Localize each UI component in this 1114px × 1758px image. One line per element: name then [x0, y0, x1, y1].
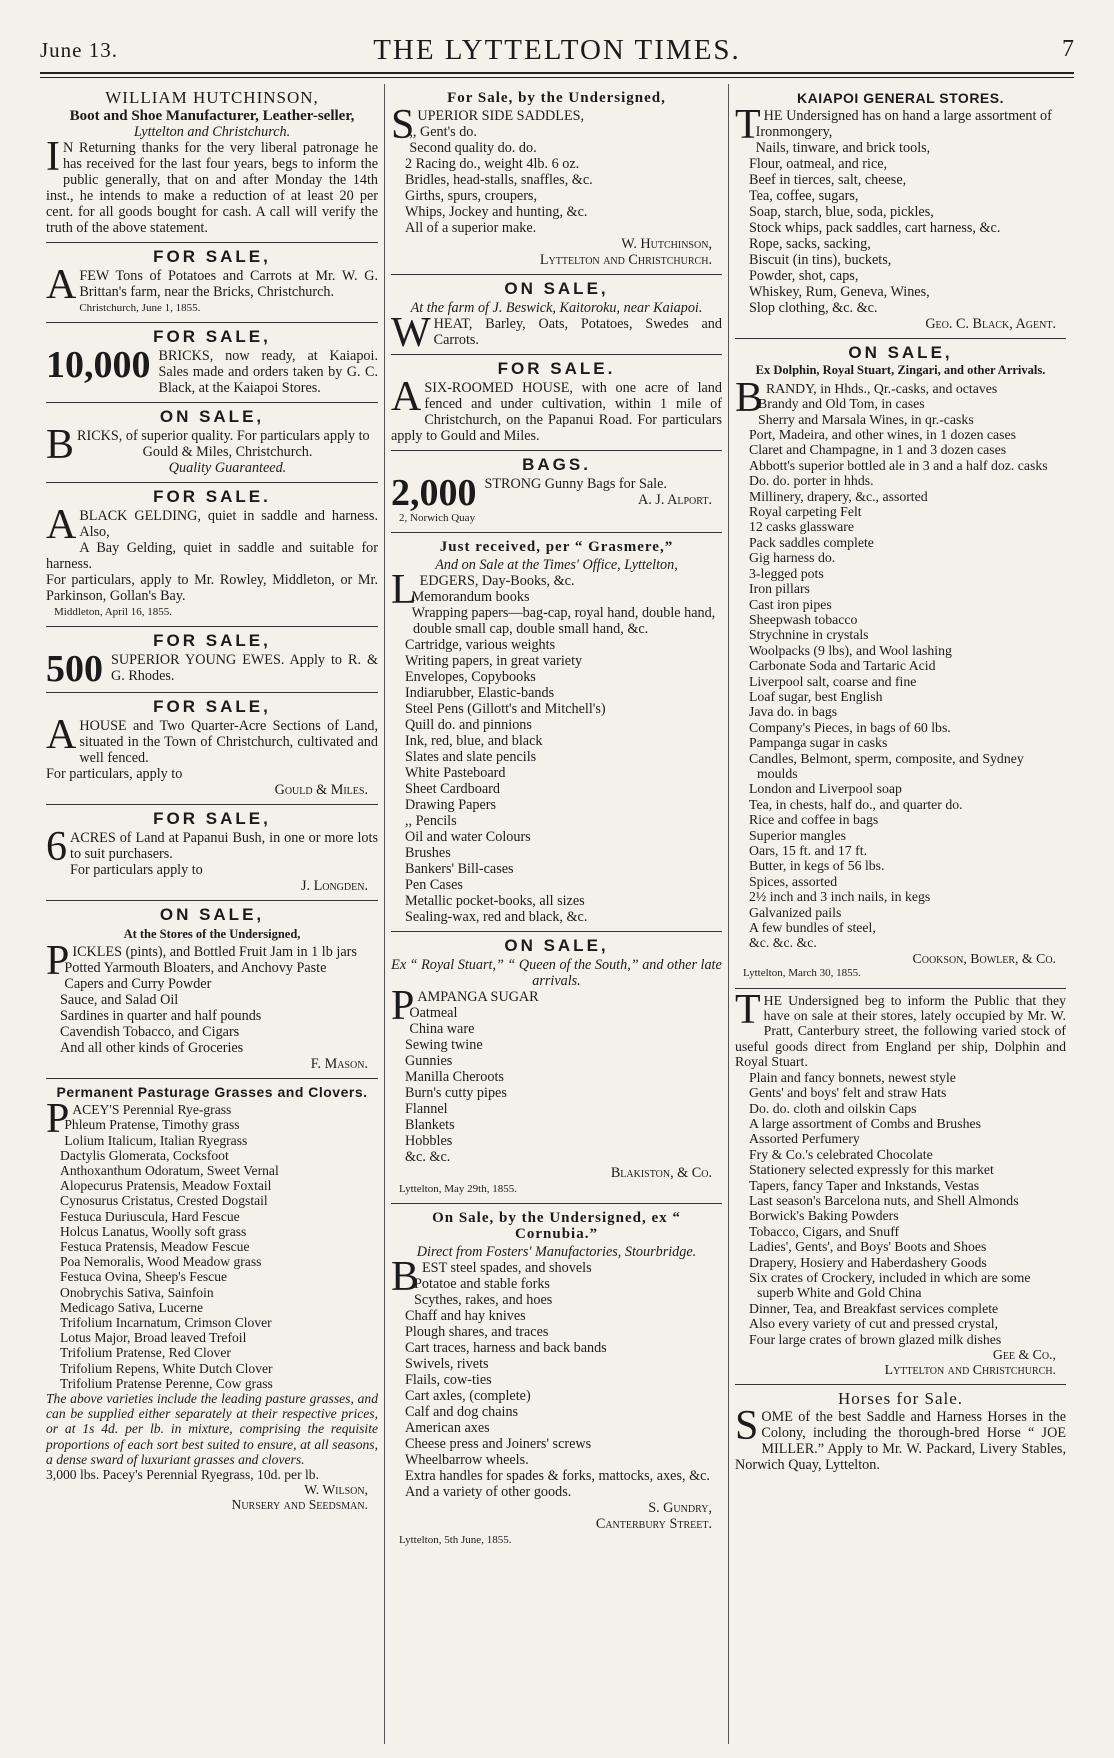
ad-body: PAMPANGA SUGAR [391, 983, 539, 1029]
list-item: Sauce, and Salad Oil [60, 992, 179, 1008]
ad-signature: J. Longden. [300, 878, 368, 894]
list-item: &c. &c. [405, 1149, 451, 1165]
list-item: Cartridge, various weights [405, 637, 556, 653]
list-item: Anthoxanthum Odoratum, Sweet Vernal [60, 1163, 279, 1179]
ad-subheader: At the farm of J. Beswick, Kaitoroku, near Kaiapoi. [410, 300, 703, 316]
list-item: Woolpacks (9 lbs), and Wool lashing [749, 642, 952, 658]
list-item: Beef in tierces, salt, cheese, [749, 172, 907, 188]
ad-note: Quality Guaranteed. [168, 460, 287, 476]
list-item: Tea, in chests, half do., and quarter do. [749, 796, 963, 812]
list-item: Plain and fancy bonnets, newest style [749, 1069, 956, 1085]
ad-header: ON SALE, [504, 279, 609, 298]
list-item: Metallic pocket-books, all sizes [405, 893, 585, 909]
ad-note: The above varieties include the leading pasture grasses, and can be supplied either separately at their respective prices, or at 1s 4d. per lb. in mixture, comprising the requisite proportions of each sort best suited to ensure, at all seasons, a dense sward of luxuriant grasses and clovers. [46, 1391, 378, 1467]
list-item: Abbott's superior bottled ale in 3 and a half doz. casks [749, 457, 1048, 473]
item-list [46, 960, 378, 1056]
list-item: Company's Pieces, in bags of 60 lbs. [749, 719, 951, 735]
ad-body: BRANDY, in Hhds., Qr.-casks, and octaves [735, 374, 998, 421]
ad-header: FOR SALE, [153, 631, 271, 650]
list-item: Brandy and Old Tom, in cases [758, 396, 925, 412]
list-item: Wrapping papers—bag-cap, royal hand, double hand, double small cap, double small hand, &c. [411, 605, 716, 637]
list-item: Extra handles for spades & forks, mattocks, axes, &c. [405, 1468, 710, 1484]
list-item: Gig harness do. [749, 550, 836, 566]
list-item: Alopecurus Pratensis, Meadow Foxtail [60, 1178, 272, 1194]
list-item: Port, Madeira, and other wines, in 1 dozen cases [749, 427, 1017, 443]
ad-body: ASIX-ROOMED HOUSE, with one acre of land fenced and under cultivation, within 1 mile of Christchurch, on the Papanui Road. For particulars apply to Gould and Miles. [391, 374, 722, 444]
list-item: Six crates of Crockery, included in which are some superb White and Gold China [749, 1269, 1031, 1301]
ad-signature-2: Lyttelton and Christchurch. [884, 1362, 1056, 1378]
list-item: Drawing Papers [405, 797, 497, 813]
ad-header: FOR SALE. [153, 487, 271, 506]
list-item: And a variety of other goods. [405, 1484, 572, 1500]
ad-signature: A. J. Alport. [637, 492, 712, 508]
list-item: American axes [405, 1420, 490, 1436]
ad-acres [46, 805, 378, 901]
list-item: Stationery selected expressly for this market [749, 1162, 994, 1178]
ad-bricks [46, 323, 378, 403]
list-item: Calf and dog chains [405, 1404, 519, 1420]
list-item: White Pasteboard [405, 765, 506, 781]
ad-body: PICKLES (pints), and Bottled Fruit Jam in 1 lb jars [46, 938, 357, 984]
list-item: Plough shares, and traces [405, 1324, 549, 1340]
list-item: Millinery, drapery, &c., assorted [749, 488, 928, 504]
list-item: 2 Racing do., weight 4lb. 6 oz. [405, 156, 580, 172]
list-item: Flails, cow-ties [405, 1372, 492, 1388]
ad-body: AHOUSE and Two Quarter-Acre Sections of Land, situated in the Town of Christchurch, cultivated and well fenced. [46, 712, 378, 766]
list-item: Butter, in kegs of 56 lbs. [749, 858, 885, 874]
list-item: Cart axles, (complete) [405, 1388, 531, 1404]
list-item: Girths, spurs, croupers, [405, 188, 538, 204]
ad-gee-and-co [735, 986, 1066, 1385]
ad-body: BEST steel spades, and shovels [391, 1254, 592, 1300]
ad-place: Lyttelton, 5th June, 1855. [399, 1534, 512, 1546]
page-number: 7 [1062, 36, 1074, 62]
list-item: Chaff and hay knives [405, 1308, 526, 1324]
columns [40, 84, 1074, 1744]
ad-header: BAGS. [522, 455, 591, 474]
ad-body: STRONG Gunny Bags for Sale. [484, 476, 667, 492]
list-item: &c. &c. &c. [749, 935, 817, 951]
ad-body: THE Undersigned beg to inform the Public that they have on sale at their stores, lately occupied by Mr. W. Pratt, Canterbury street, the following varied stock of useful goods direct from England per ship, Dolphin and Royal Stuart. [735, 986, 1066, 1070]
list-item: Pampanga sugar in casks [749, 735, 888, 751]
ad-hutchinson [46, 84, 378, 243]
ad-signature: Cookson, Bowler, & Co. [912, 950, 1056, 966]
list-item: Liverpool salt, coarse and fine [749, 673, 917, 689]
list-item: Dinner, Tea, and Breakfast services complete [749, 1300, 999, 1316]
list-item: All of a superior make. [405, 220, 537, 236]
list-item: 12 casks glassware [749, 519, 854, 535]
list-item: Scythes, rakes, and hoes [414, 1292, 553, 1308]
list-item: London and Liverpool soap [749, 781, 902, 797]
ad-signature: S. Gundry, [648, 1500, 712, 1516]
list-item: Burn's cutty pipes [405, 1085, 507, 1101]
list-item: Memorandum books [411, 589, 530, 605]
list-item: Do. do. porter in hhds. [749, 473, 874, 489]
list-item: Strychnine in crystals [749, 627, 869, 643]
ad-gelding [46, 483, 378, 627]
list-item: Festuca Duriuscula, Hard Fescue [60, 1208, 240, 1224]
list-item: Last season's Barcelona nuts, and Shell Almonds [749, 1192, 1019, 1208]
list-item: Trifolium Pratense, Red Clover [60, 1345, 231, 1361]
list-item: Oil and water Colours [405, 829, 531, 845]
list-item: Powder, shot, caps, [749, 268, 859, 284]
ad-cornubia [391, 1204, 722, 1554]
list-item: Galvanized pails [749, 904, 842, 920]
ad-six-roomed-house [391, 355, 722, 451]
ad-place: Middleton, April 16, 1855. [54, 606, 172, 618]
ad-signature: Gould & Miles. [274, 782, 368, 798]
list-item: Lolium Italicum, Italian Ryegrass [64, 1132, 248, 1148]
column-3 [728, 84, 1072, 1744]
column-1 [40, 84, 384, 1744]
list-item: Iron pillars [749, 581, 810, 597]
ad-big-number: 10,000 [46, 344, 151, 386]
ad-header: FOR SALE, [153, 809, 271, 828]
masthead-rule [40, 74, 1074, 78]
list-item: ,, Gent's do. [409, 124, 477, 140]
list-item: Also every variety of cut and pressed crystal, [749, 1316, 999, 1332]
list-item: Pack saddles complete [749, 534, 874, 550]
ad-ewes [46, 627, 378, 693]
list-item: Cynosurus Cristatus, Crested Dogstail [60, 1193, 268, 1209]
ad-body: IN Returning thanks for the very liberal patronage he has received for the last four years, begs to inform the public generally, that on and after Monday the 14th inst., he intends to make a reduction of at least 20 per cent. for all goods bought for cash. A call will verify the truth of the above statement. [46, 134, 378, 236]
list-item: Manilla Cheroots [405, 1069, 504, 1085]
list-item: Trifolium Repens, White Dutch Clover [60, 1360, 273, 1376]
ad-body: BRICKS, now ready, at Kaiapoi. Sales made and orders taken by G. C. Black, at the Kaiapoi Stores. [158, 348, 378, 396]
list-item: Gunnies [405, 1053, 453, 1069]
item-list [735, 1070, 1066, 1347]
list-item: And all other kinds of Groceries [60, 1040, 244, 1056]
list-item: Holcus Lanatus, Woolly soft grass [60, 1223, 247, 1239]
list-item: Oatmeal [409, 1005, 458, 1021]
ad-body: ABLACK GELDING, quiet in saddle and harness. Also, [46, 502, 378, 548]
list-item: Potted Yarmouth Bloaters, and Anchovy Paste [64, 960, 327, 976]
ad-signature: Gould & Miles, Christchurch. [142, 444, 313, 460]
ad-bags [391, 451, 722, 533]
list-item: Tobacco, Cigars, and Snuff [749, 1223, 900, 1239]
item-list [735, 124, 1066, 316]
item-list [735, 396, 1066, 951]
ad-header: FOR SALE, [153, 697, 271, 716]
ad-place: Lyttelton, March 30, 1855. [743, 967, 861, 980]
ad-header: WILLIAM HUTCHINSON, [105, 88, 319, 107]
list-item: Sherry and Marsala Wines, in qr.-casks [758, 411, 974, 427]
list-item: Assorted Perfumery [749, 1131, 860, 1147]
ad-horses [735, 1385, 1066, 1479]
list-item: 3-legged pots [749, 565, 824, 581]
list-item: Potatoe and stable forks [414, 1276, 550, 1292]
ad-place: Lyttelton, May 29th, 1855. [399, 1183, 517, 1195]
ad-signature-2: Nursery and Seedsman. [231, 1497, 368, 1513]
ad-header: KAIAPOI GENERAL STORES. [796, 90, 1004, 106]
ad-subheader: Direct from Fosters' Manufactories, Stourbridge. [416, 1244, 697, 1260]
ad-body: SUPERIOR SIDE SADDLES, [391, 102, 585, 148]
ad-body-2: For particulars apply to [70, 862, 203, 878]
ad-body-3: For particulars, apply to Mr. Rowley, Middleton, or Mr. Parkinson, Gollan's Bay. [46, 572, 378, 604]
ad-body: LEDGERS, Day-Books, &c. [391, 567, 575, 613]
ad-potatoes [46, 243, 378, 323]
list-item: Festuca Ovina, Sheep's Fescue [60, 1269, 228, 1285]
list-item: Tea, coffee, sugars, [749, 188, 859, 204]
list-item: Swivels, rivets [405, 1356, 489, 1372]
ad-subheader: At the Stores of the Undersigned, [123, 927, 301, 941]
ad-header: FOR SALE, [153, 327, 271, 346]
list-item: Pen Cases [405, 877, 463, 893]
list-item: Loaf sugar, best English [749, 688, 883, 704]
ad-kaiapoi-stores [735, 84, 1066, 339]
list-item: Envelopes, Copybooks [405, 669, 536, 685]
ad-place: Lyttelton and Christchurch. [133, 124, 291, 140]
list-item: Hobbles [405, 1133, 453, 1149]
list-item: Spices, assorted [749, 873, 838, 889]
list-item: Capers and Curry Powder [64, 976, 212, 992]
ad-subheader: And on Sale at the Times' Office, Lyttelton, [435, 557, 678, 573]
list-item: Flannel [405, 1101, 448, 1117]
list-item: Java do. in bags [749, 704, 838, 720]
ad-body: SOME of the best Saddle and Harness Horses in the Colony, including the thorough-bred Horse “ JOE MILLER.” Apply to Mr. W. Packard, Livery Stables, Norwich Quay, Lyttelton. [735, 1402, 1066, 1473]
ad-header: ON SALE, [848, 343, 953, 362]
list-item: A few bundles of steel, [749, 920, 876, 936]
ad-signature-2: Canterbury Street. [595, 1516, 712, 1532]
ad-signature: Blakiston, & Co. [610, 1165, 712, 1181]
ad-big-number: 2,000 [391, 472, 477, 514]
list-item: Whiskey, Rum, Geneva, Wines, [749, 284, 930, 300]
list-item: Cheese press and Joiners' screws [405, 1436, 592, 1452]
list-item: Indiarubber, Elastic-bands [405, 685, 555, 701]
list-item: Poa Nemoralis, Wood Meadow grass [60, 1254, 262, 1270]
list-item: Royal carpeting Felt [749, 504, 862, 520]
list-item: Nails, tinware, and brick tools, [755, 140, 931, 156]
list-item: Festuca Pratensis, Meadow Fescue [60, 1239, 250, 1255]
ad-body: AFEW Tons of Potatoes and Carrots at Mr. W. G. Brittan's farm, near the Bricks, Christchurch. [46, 262, 378, 308]
list-item: 2½ inch and 3 inch nails, in kegs [749, 889, 931, 905]
list-item: Do. do. cloth and oilskin Caps [749, 1100, 917, 1116]
list-item: ,, Pencils [405, 813, 457, 829]
ad-signature: W. Wilson, [304, 1482, 368, 1498]
list-item: Sewing twine [405, 1037, 483, 1053]
list-item: Blankets [405, 1117, 455, 1133]
item-list [391, 1276, 722, 1500]
ad-place: 2, Norwich Quay [399, 512, 476, 524]
list-item: Whips, Jockey and hunting, &c. [405, 204, 588, 220]
list-item: Carbonate Soda and Tartaric Acid [749, 658, 936, 674]
newspaper-title: THE LYTTELTON TIMES. [373, 34, 741, 66]
ad-body: THE Undersigned has on hand a large assortment of [735, 102, 1052, 148]
ad-grasmere [391, 533, 722, 932]
ad-big-number: 500 [46, 648, 103, 690]
list-item: Sheet Cardboard [405, 781, 500, 797]
list-item: Cast iron pipes [749, 596, 832, 612]
ad-header: Permanent Pasturage Grasses and Clovers. [56, 1084, 368, 1100]
ad-header: ON SALE, [159, 905, 265, 924]
list-item: Ink, red, blue, and black [405, 733, 543, 749]
ad-body: 6ACRES of Land at Papanui Bush, in one or more lots to suit purchasers. [46, 824, 378, 870]
list-item: Claret and Champagne, in 1 and 3 dozen cases [749, 442, 1007, 458]
list-item: Slop clothing, &c. &c. [749, 300, 878, 316]
list-item: Oars, 15 ft. and 17 ft. [749, 843, 868, 858]
ad-note-2: 3,000 lbs. Pacey's Perennial Ryegrass, 10d. per lb. [46, 1467, 319, 1483]
ad-body: PACEY'S Perennial Rye-grass [46, 1096, 232, 1143]
ad-header: FOR SALE, [153, 247, 271, 266]
list-item: Rice and coffee in bags [749, 812, 879, 828]
masthead [40, 34, 1074, 74]
list-item: Steel Pens (Gillott's and Mitchell's) [405, 701, 606, 717]
ad-grasses [46, 1079, 378, 1519]
issue-date: June 13. [40, 38, 118, 62]
list-item: Drapery, Hosiery and Haberdashery Goods [749, 1254, 987, 1270]
ad-signature: Gee & Co., [992, 1347, 1056, 1362]
list-item: Flour, oatmeal, and rice, [749, 156, 888, 172]
list-item: Trifolium Incarnatum, Crimson Clover [60, 1315, 272, 1331]
ad-body: BRICKS, of superior quality. For particulars apply to [46, 422, 370, 468]
list-item: Fry & Co.'s celebrated Chocolate [749, 1146, 933, 1162]
ad-bricks-gould [46, 403, 378, 483]
item-list [391, 124, 722, 236]
list-item: Biscuit (in tins), buckets, [749, 252, 892, 268]
ad-header: Just received, per “ Grasmere,” [439, 539, 674, 555]
ad-place: Christchurch, June 1, 1855. [79, 302, 201, 314]
item-list [391, 589, 722, 925]
ad-brandy [735, 339, 1066, 989]
ad-body-2: For particulars, apply to [46, 766, 183, 782]
ad-pickles [46, 901, 378, 1079]
list-item: Rope, sacks, sacking, [749, 236, 871, 252]
ad-saddles [391, 84, 722, 275]
list-item: Gents' and boys' felt and straw Hats [749, 1085, 947, 1101]
list-item: Sheepwash tobacco [749, 611, 858, 627]
ad-subheader: Boot and Shoe Manufacturer, Leather-seller, [69, 108, 355, 124]
ad-body-2: A Bay Gelding, quiet in saddle and suitable for harness. [46, 540, 378, 572]
ad-signature: Geo. C. Black, Agent. [925, 316, 1056, 332]
list-item: Borwick's Baking Powders [749, 1208, 899, 1224]
item-list [46, 1117, 378, 1391]
list-item: Sardines in quarter and half pounds [60, 1008, 262, 1024]
ad-header: FOR SALE. [497, 359, 616, 378]
list-item: Wheelbarrow wheels. [405, 1452, 529, 1468]
list-item: Trifolium Pratense Perenne, Cow grass [60, 1375, 273, 1391]
list-item: Phleum Pratense, Timothy grass [64, 1117, 240, 1133]
list-item: Cart traces, harness and back bands [405, 1340, 607, 1356]
list-item: Superior mangles [749, 827, 846, 843]
ad-header: Horses for Sale. [837, 1388, 964, 1408]
list-item: Tapers, fancy Taper and Inkstands, Vestas [749, 1177, 980, 1193]
list-item: Brushes [405, 845, 451, 861]
list-item: Second quality do. do. [409, 140, 537, 156]
ad-header: ON SALE, [159, 407, 265, 426]
list-item: Bridles, head-stalls, snaffles, &c. [405, 172, 593, 188]
list-item: Sealing-wax, red and black, &c. [405, 909, 588, 925]
list-item: Writing papers, in great variety [405, 653, 583, 669]
ad-body: SUPERIOR YOUNG EWES. Apply to R. & G. Rhodes. [111, 652, 378, 684]
list-item: Onobrychis Sativa, Sainfoin [60, 1284, 214, 1300]
list-item: Candles, Belmont, sperm, composite, and Sydney moulds [749, 750, 1024, 781]
ad-signature: F. Mason. [310, 1056, 368, 1072]
list-item: Medicago Sativa, Lucerne [60, 1299, 204, 1315]
ad-header: ON SALE, [504, 936, 609, 955]
list-item: Ladies', Gents', and Boys' Boots and Shoes [749, 1239, 987, 1255]
list-item: Ironmongery, [755, 124, 833, 140]
list-item: Lotus Major, Broad leaved Trefoil [60, 1330, 247, 1346]
item-list [391, 1005, 722, 1165]
list-item: Bankers' Bill-cases [405, 861, 514, 877]
ad-wheat [391, 275, 722, 355]
list-item: Soap, starch, blue, soda, pickles, [749, 204, 934, 220]
list-item: China ware [409, 1021, 475, 1037]
ad-signature: W. Hutchinson, [621, 236, 712, 252]
column-2 [384, 84, 728, 1744]
ad-header: On Sale, by the Undersigned, ex “ Cornubia.” [432, 1210, 681, 1242]
list-item: Cavendish Tobacco, and Cigars [60, 1024, 240, 1040]
ad-house [46, 693, 378, 805]
ad-subheader: Ex “ Royal Stuart,” “ Queen of the South,” and other late arrivals. [391, 957, 722, 989]
list-item: Four large crates of brown glazed milk dishes [749, 1331, 1002, 1347]
list-item: Dactylis Glomerata, Cocksfoot [60, 1147, 229, 1163]
ad-body: WHEAT, Barley, Oats, Potatoes, Swedes and Carrots. [391, 310, 722, 356]
ad-header: For Sale, by the Undersigned, [447, 90, 666, 106]
list-item: A large assortment of Combs and Brushes [749, 1115, 981, 1131]
list-item: Stock whips, pack saddles, cart harness, &c. [749, 220, 1001, 236]
list-item: Slates and slate pencils [405, 749, 537, 765]
ad-subheader: Ex Dolphin, Royal Stuart, Zingari, and other Arrivals. [755, 363, 1046, 378]
ad-pampanga [391, 932, 722, 1204]
ad-signature-2: Lyttelton and Christchurch. [539, 252, 712, 268]
list-item: Quill do. and pinnions [405, 717, 532, 733]
